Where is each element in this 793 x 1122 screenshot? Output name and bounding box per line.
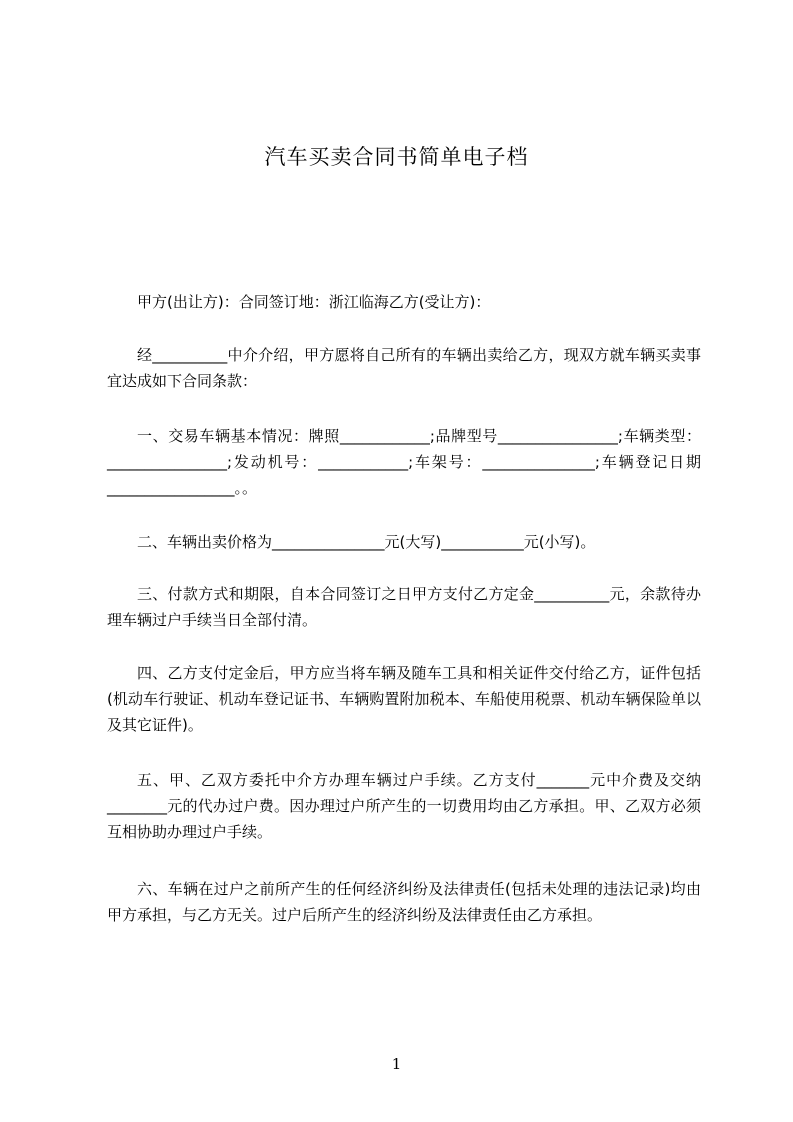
clause-delivery: 四、乙方支付定金后，甲方应当将车辆及随车工具和相关证件交付给乙方，证件包括(机动车行驶证、机动车登记证书、车辆购置附加税本、车船使用税票、机动车辆保险单以及其它证件)。 (107, 664, 701, 734)
party-info-paragraph: 甲方(出让方)：合同签订地：浙江临海乙方(受让方)： (137, 293, 491, 311)
clause-transfer: 五、甲、乙双方委托中介方办理车辆过户手续。乙方支付_______元中介费及交纳________元的代办过户费。因办理过户所产生的一切费用均由乙方承担。甲、乙双方必须互相协助办理过户手续。 (107, 771, 701, 841)
clause-vehicle-info: 一、交易车辆基本情况：牌照____________;品牌型号________________;车辆类型：________________;发动机号：____________;车架号：_______________;车辆登记日期_________________。。 (107, 427, 701, 497)
document-title: 汽车买卖合同书简单电子档 (264, 145, 529, 169)
clause-liability: 六、车辆在过户之前所产生的任何经济纠纷及法律责任(包括未处理的违法记录)均由甲方承担，与乙方无关。过户后所产生的经济纠纷及法律责任由乙方承担。 (107, 880, 701, 924)
clause-payment: 三、付款方式和期限，自本合同签订之日甲方支付乙方定金__________元，余款待办理车辆过户手续当日全部付清。 (107, 585, 701, 629)
page-number: 1 (391, 1055, 402, 1073)
intro-paragraph: 经__________中介介绍，甲方愿将自己所有的车辆出卖给乙方，现双方就车辆买卖事宜达成如下合同条款： (107, 346, 701, 390)
clause-price: 二、车辆出卖价格为_______________元(大写)___________元(小写)。 (137, 533, 596, 551)
